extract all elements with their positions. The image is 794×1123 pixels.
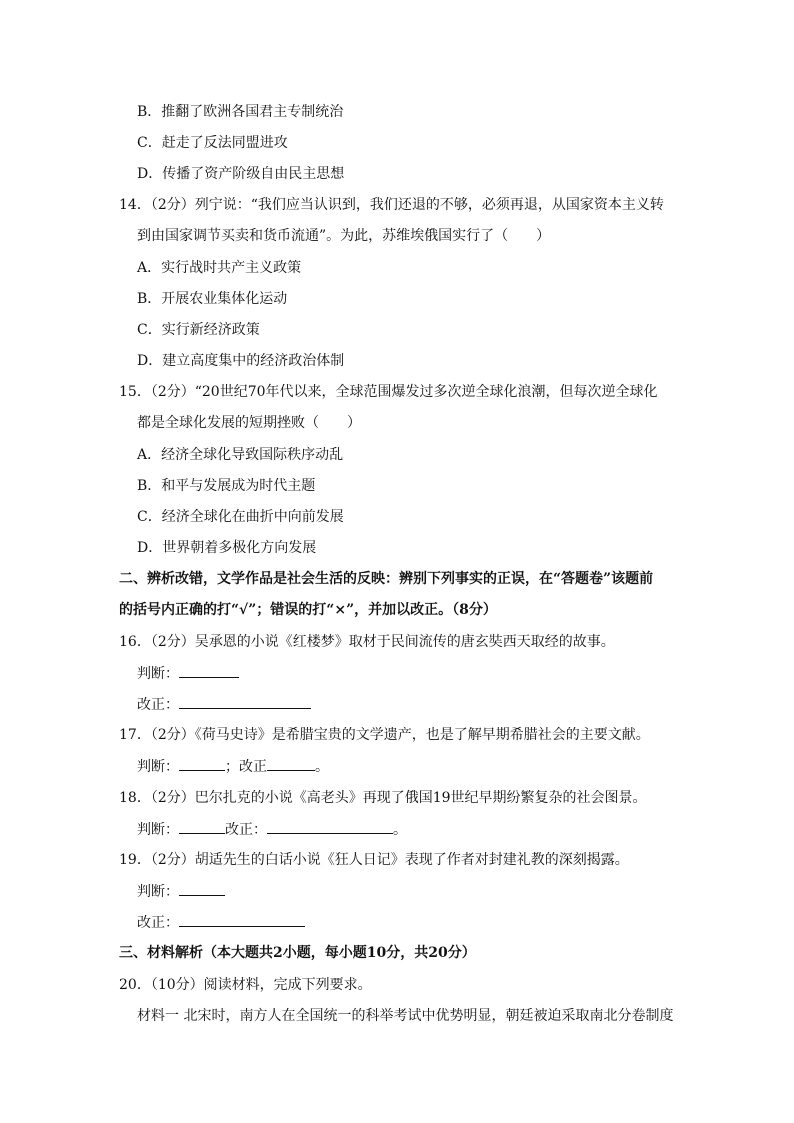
q18-answer-row	[137, 819, 407, 840]
section2-heading-line1: 二、辨析改错，文学作品是社会生活的反映：辨别下列事实的正误，在“答题卷”该题前	[119, 571, 654, 587]
q19-judge-label: 判断：	[137, 884, 179, 900]
q18-fix-blank[interactable]	[267, 819, 393, 834]
q17-answer-row	[137, 756, 329, 777]
q19-fix-row	[137, 912, 305, 933]
q16-fix-label: 改正：	[137, 697, 179, 713]
q15-option-a: A．经济全球化导致国际秩序动乱	[137, 447, 344, 463]
q14-stem-line2: 到由国家调节买卖和货币流通”。为此，苏维埃俄国实行了（ ）	[137, 228, 551, 244]
q13-option-d: D．传播了资产阶级自由民主思想	[137, 166, 345, 182]
q17-end: 。	[315, 759, 329, 775]
q17-separator: ；改正	[225, 759, 267, 775]
q14-option-b: B．开展农业集体化运动	[137, 291, 288, 307]
q19-fix-label: 改正：	[137, 915, 179, 931]
q15-option-c: C．经济全球化在曲折中向前发展	[137, 509, 344, 525]
q18-stem: 18．（2分）巴尔扎克的小说《高老头》再现了俄国19世纪早期纷繁复杂的社会图景。	[119, 790, 647, 806]
q18-judge-blank[interactable]	[179, 819, 225, 834]
q19-judge-row	[137, 881, 225, 902]
q13-option-c: C．赶走了反法同盟进攻	[137, 135, 288, 151]
q19-stem: 19．（2分）胡适先生的白话小说《狂人日记》表现了作者对封建礼教的深刻揭露。	[119, 852, 629, 868]
q14-stem-line1: 14．（2分）列宁说：“我们应当认识到，我们还退的不够，必须再退，从国家资本主义转	[119, 197, 664, 213]
q15-option-d: D．世界朝着多极化方向发展	[137, 540, 317, 556]
q14-option-d: D．建立高度集中的经济政治体制	[137, 353, 345, 369]
q16-stem: 16．（2分）吴承恩的小说《红楼梦》取材于民间流传的唐玄奘西天取经的故事。	[119, 634, 615, 650]
q19-fix-blank[interactable]	[179, 912, 305, 927]
q15-stem-line2: 都是全球化发展的短期挫败（ ）	[137, 415, 361, 431]
q17-stem: 17．（2分）《荷马史诗》是希腊宝贵的文学遗产，也是了解早期希腊社会的主要文献。	[119, 727, 650, 743]
q17-judge-label: 判断：	[137, 759, 179, 775]
q19-judge-blank[interactable]	[179, 881, 225, 896]
section2-heading-line2: 的括号内正确的打“√”；错误的打“×”，并加以改正。（8分）	[119, 602, 497, 618]
q16-judge-row	[137, 663, 239, 684]
q15-option-b: B．和平与发展成为时代主题	[137, 478, 316, 494]
q17-judge-blank[interactable]	[179, 756, 225, 771]
q16-fix-blank[interactable]	[179, 694, 311, 709]
q18-fix-label: 改正：	[225, 822, 267, 838]
q15-stem-line1: 15．（2分）“20世纪70年代以来，全球范围爆发过多次逆全球化浪潮，但每次逆全球化	[119, 384, 658, 400]
q16-judge-label: 判断：	[137, 666, 179, 682]
q18-judge-label: 判断：	[137, 822, 179, 838]
q18-end: 。	[393, 822, 407, 838]
section3-heading: 三、材料解析（本大题共2小题，每小题10分，共20分）	[119, 945, 476, 961]
q16-judge-blank[interactable]	[179, 663, 239, 678]
q16-fix-row	[137, 694, 311, 715]
q13-option-b: B．推翻了欧洲各国君主专制统治	[137, 104, 344, 120]
q14-option-c: C．实行新经济政策	[137, 322, 260, 338]
q20-material-1: 材料一 北宋时，南方人在全国统一的科举考试中优势明显，朝廷被迫采取南北分卷制度	[137, 1008, 674, 1024]
q14-option-a: A．实行战时共产主义政策	[137, 260, 302, 276]
q17-fix-blank[interactable]	[267, 756, 315, 771]
q20-stem: 20．（10分）阅读材料，完成下列要求。	[119, 977, 372, 993]
